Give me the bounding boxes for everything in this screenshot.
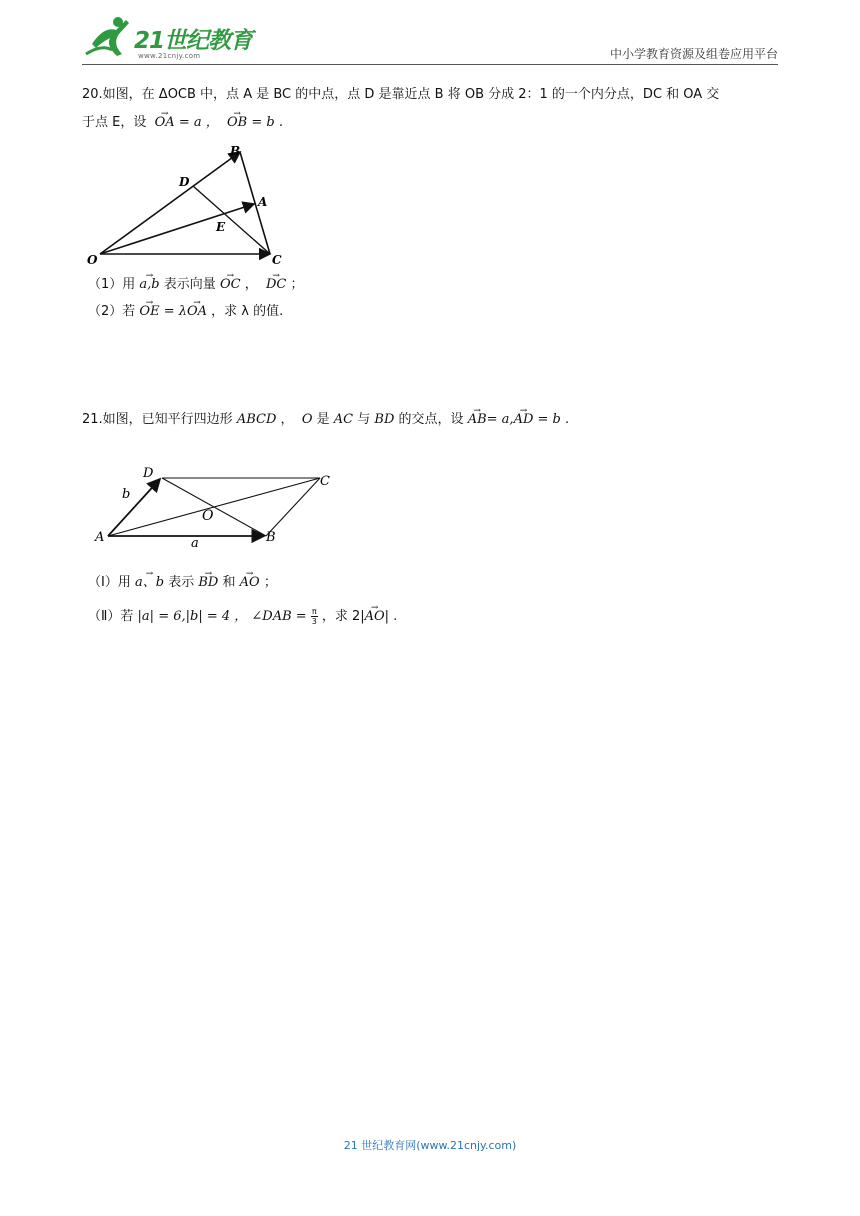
q20-part1-sep: ， — [244, 277, 258, 292]
vector-ab: → AB — [468, 409, 487, 431]
vector-ao: → AO — [240, 572, 260, 594]
pi-over-3-fraction — [311, 607, 318, 626]
q20-stem-line2 — [82, 112, 782, 134]
q21-part1-prefix: （Ⅰ）用 — [88, 575, 131, 590]
point-a-label: A — [258, 195, 268, 209]
vectors-a-b-21: → a、b — [135, 572, 164, 594]
vector-b-label: b — [122, 487, 131, 502]
point-c-label: C — [272, 253, 282, 267]
vector-ao-2: → AO — [365, 606, 385, 628]
q21-part2-ask: ，求 2| — [321, 609, 365, 624]
logo-text: 21世纪教育 — [134, 28, 253, 54]
point-d-label: D — [179, 175, 190, 189]
q21-part1-end: ； — [263, 575, 277, 590]
q21-eq-b: = b . — [537, 412, 570, 427]
q21-parallelogram-figure — [90, 460, 340, 552]
q20-part2-end: ，求 λ 的值. — [211, 304, 284, 319]
vector-oa-2: → OA — [187, 301, 207, 323]
q21-part2-condition: |a| = 6,|b| = 4 ， — [137, 609, 248, 624]
q21-eq-a: = a, — [486, 412, 514, 427]
site-logo — [82, 14, 262, 62]
segment-cb — [266, 478, 320, 536]
vector-oa: → OA — [155, 112, 175, 134]
point-d-label: D — [143, 466, 154, 481]
point-b-label: B — [266, 530, 276, 545]
q21-abcd: ABCD — [236, 412, 277, 427]
header-platform-text: 中小学教育资源及组卷应用平台 — [609, 47, 778, 61]
q21-and: 与 — [357, 412, 371, 427]
vector-ad: → AD — [514, 409, 534, 431]
q21-prefix: 21.如图，已知平行四边形 — [82, 412, 233, 427]
runner-logo-icon — [82, 14, 134, 60]
q20-part2-prefix: （2）若 — [88, 304, 136, 319]
point-b-label: B — [230, 144, 241, 158]
point-o-label: O — [202, 508, 214, 524]
q21-sep: ， — [280, 412, 294, 427]
vectors-a-b: → a,b — [139, 274, 159, 296]
vector-a-label: a — [191, 536, 199, 551]
segment-ob — [100, 152, 240, 254]
q20-eq-b: = b . — [251, 115, 283, 130]
q21-ac: AC — [333, 412, 354, 427]
vector-oe: → OE — [139, 301, 159, 323]
point-a-label: A — [95, 530, 105, 545]
vector-dc: → DC — [266, 274, 286, 296]
fraction-numerator: π — [311, 607, 317, 616]
page-footer: 21 世纪教育网(www.21cnjy.com) — [343, 1139, 517, 1152]
q20-eq-a: = a ， — [178, 115, 219, 130]
q21-o: O — [301, 412, 313, 427]
q21-rest: 的交点，设 — [398, 412, 464, 427]
vector-ob: → OB — [227, 112, 247, 134]
page-header — [82, 14, 778, 64]
fraction-denominator: 3 — [311, 617, 317, 626]
segment-ad — [108, 479, 160, 536]
q20-stem-line1: 20.如图，在 ΔOCB 中，点 A 是 BC 的中点，点 D 是靠近点 B 将 OB 分成 2：1 的一个内分点，DC 和 OA 交 — [82, 87, 720, 102]
q20-part2 — [88, 301, 778, 323]
q21-part2-prefix: （Ⅱ）若 — [88, 609, 134, 624]
q21-is: 是 — [316, 412, 330, 427]
point-o-label: O — [87, 253, 98, 267]
q21-part1 — [88, 572, 778, 594]
diagonal-bd — [162, 478, 266, 536]
q20-line2-prefix: 于点 E，设 — [82, 115, 147, 130]
q21-part2-angle: ∠DAB = — [251, 609, 307, 624]
segment-oa — [100, 204, 254, 254]
point-e-label: E — [216, 220, 226, 234]
q21-bd: BD — [374, 412, 395, 427]
q21-stem — [82, 409, 782, 431]
q21-part1-mid: 表示 — [168, 575, 195, 590]
q20-part1-prefix: （1）用 — [88, 277, 136, 292]
q21-part2-end: | . — [384, 609, 398, 624]
q21-part1-and: 和 — [222, 575, 236, 590]
q20-triangle-figure — [84, 142, 294, 270]
q20-part2-eq: = λ — [163, 304, 187, 319]
q20-part1-mid: 表示向量 — [163, 277, 216, 292]
logo-url: www.21cnjy.com — [138, 52, 201, 60]
q20-part1-end: ； — [290, 277, 304, 292]
vector-oc: → OC — [220, 274, 241, 296]
vector-bd: → BD — [198, 572, 218, 594]
point-c-label: C — [320, 474, 330, 489]
header-divider — [82, 64, 778, 65]
q21-part2 — [88, 606, 778, 628]
